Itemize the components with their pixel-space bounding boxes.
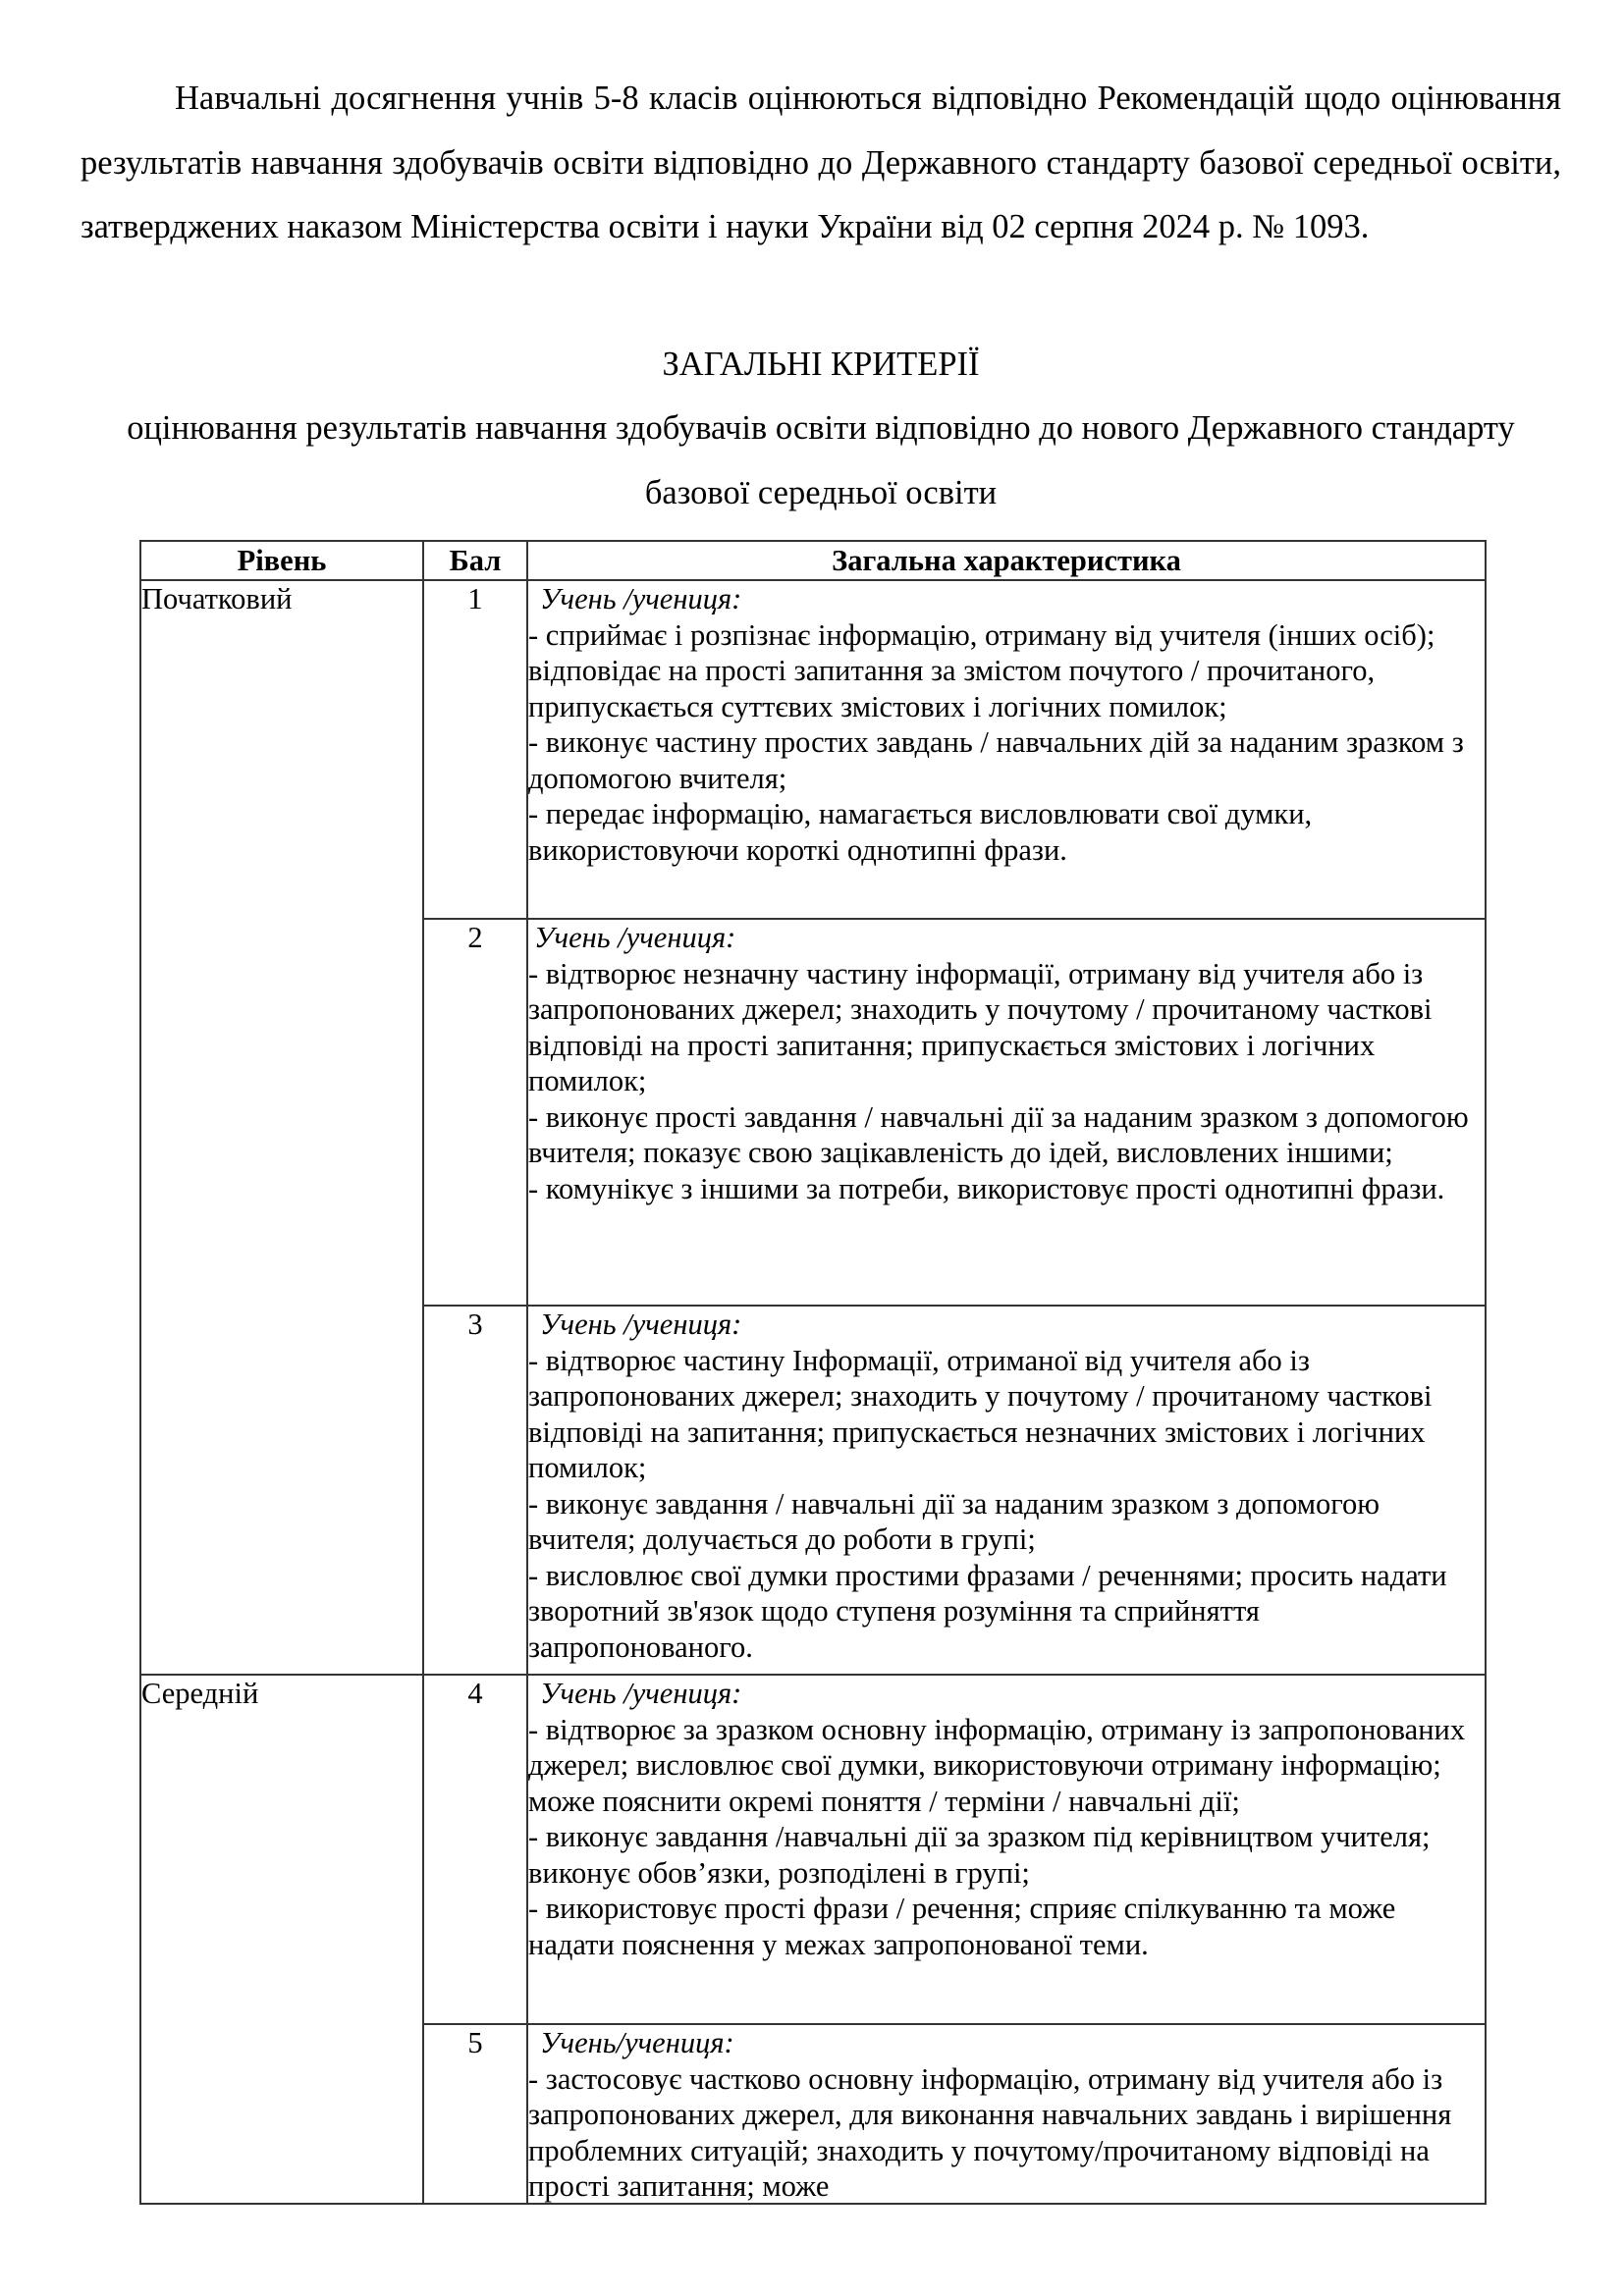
header-characteristic: Загальна характеристика: [527, 541, 1486, 580]
description-cell: [527, 580, 1486, 919]
description-cell: [527, 919, 1486, 1306]
criterion-item: - відтворює незначну частину інформації, отриману від учителя або із запропонованих джерел; знаходить у почутому / прочитаному часткові відповіді на прості запитання; припускається змістових і логічних помилок;: [528, 956, 1433, 1097]
header-score: Бал: [423, 541, 527, 580]
student-lead: Учень /учениця:: [540, 582, 742, 615]
criterion-item: - відтворює частину Інформації, отриманої від учителя або із запропонованих джерел; знаходить у почутому / прочитаному часткові відповіді на запитання; припускається незначних змістових і логічних помилок;: [528, 1343, 1433, 1484]
criterion-item: - відтворює за зразком основну інформацію, отриману із запропонованих джерел; висловлює свої думки, використовуючи отриману інформацію; може пояснити окремі поняття / терміни / навчальні дії;: [528, 1712, 1466, 1818]
student-lead: Учень /учениця:: [540, 1308, 742, 1341]
student-lead: Учень /учениця:: [540, 1677, 742, 1710]
score-cell: 2: [423, 919, 527, 1306]
table-header-row: [140, 541, 1486, 580]
level-cell-middle: Середній: [140, 1675, 423, 2204]
description-cell: [527, 1675, 1486, 2024]
student-lead: Учень /учениця:: [534, 921, 736, 954]
score-cell: 4: [423, 1675, 527, 2024]
criterion-item: - застосовує частково основну інформацію, отриману від учителя або із запропонованих джерел, для виконання навчальних завдань і вирішення проблемних ситуацій; знаходить у почутому/прочитаному відповіді на прості запитання; може: [528, 2061, 1452, 2203]
intro-paragraph: Навчальні досягнення учнів 5-8 класів оцінюються відповідно Рекомендацій щодо оцінювання результатів навчання здобувачів освіти відповідно до Державного стандарту базової середньої освіти, затверджених наказом Міністерства освіти і науки України від 02 серпня 2024 р. № 1093.: [81, 80, 1561, 245]
criterion-item: - сприймає і розпізнає інформацію, отриману від учителя (інших осіб); відповідає на прості запитання за змістом почутого / прочитаного, припускається суттєвих змістових і логічних помилок;: [528, 617, 1435, 723]
criterion-item: - виконує завдання /навчальні дії за зразком під керівництвом учителя; виконує обов’язки, розподілені в групі;: [528, 1820, 1431, 1890]
table-row: [140, 1675, 1486, 2024]
header-level: Рівень: [140, 541, 423, 580]
table-row: [140, 580, 1486, 919]
criterion-item: - виконує завдання / навчальні дії за наданим зразком з допомогою вчителя; долучається до роботи в групі;: [528, 1486, 1380, 1556]
student-lead: Учень/учениця:: [540, 2026, 734, 2059]
score-cell: 3: [423, 1306, 527, 1675]
score-cell: 1: [423, 580, 527, 919]
page-title: ЗАГАЛЬНІ КРИТЕРІЇ: [662, 346, 980, 383]
description-cell: [527, 2024, 1486, 2204]
criteria-table: [139, 540, 1487, 2205]
criterion-item: - виконує прості завдання / навчальні дії за наданим зразком з допомогою вчителя; показує свою зацікавленість до ідей, висловлених іншими;: [528, 1099, 1469, 1169]
score-cell: 5: [423, 2024, 527, 2204]
criterion-item: - комунікує з іншими за потреби, використовує прості однотипні фрази.: [528, 1171, 1445, 1205]
description-cell: [527, 1306, 1486, 1675]
page-subtitle: оцінювання результатів навчання здобувачів освіти відповідно до нового Державного стандарту базової середньої освіти: [127, 409, 1515, 511]
criterion-item: - передає інформацію, намагається висловлювати свої думки, використовуючи короткі однотипні фрази.: [528, 797, 1313, 867]
criterion-item: - виконує частину простих завдань / навчальних дій за наданим зразком з допомогою вчителя;: [528, 725, 1464, 795]
criterion-item: - висловлює свої думки простими фразами / реченнями; просить надати зворотний зв'язок щодо ступеня розуміння та сприйняття запропонованого.: [528, 1558, 1447, 1664]
criterion-item: - використовує прості фрази / речення; сприяє спілкуванню та може надати пояснення у межах запропонованої теми.: [528, 1892, 1396, 1961]
level-cell-initial: Початковий: [140, 580, 423, 1675]
